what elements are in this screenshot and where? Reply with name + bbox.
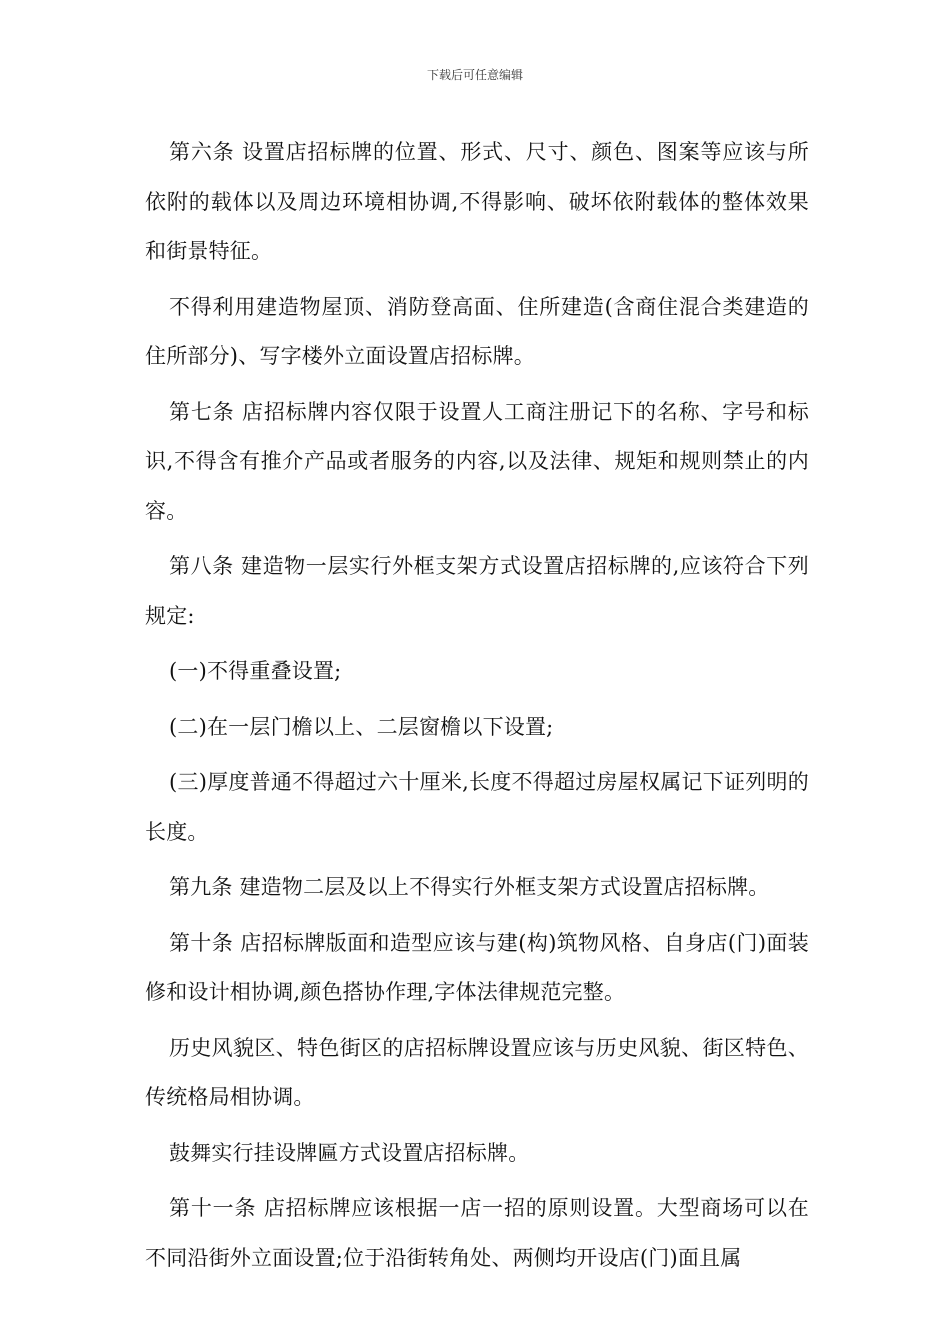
paragraph-article-6-restriction: 不得利用建造物屋顶、消防登高面、住所建造(含商住混合类建造的住所部分)、写字楼外立面设置店招标牌。 bbox=[145, 294, 809, 368]
paragraph-article-11: 第十一条 店招标牌应该根据一店一招的原则设置。大型商场可以在不同沿街外立面设置;位于沿街转角处、两侧均开设店(门)面且属 bbox=[145, 1196, 809, 1270]
page-header: 下载后可任意编辑 bbox=[426, 68, 523, 82]
paragraph-article-8-item-2: (二)在一层门檐以上、二层窗檐以下设置; bbox=[169, 714, 554, 739]
paragraph-article-8-item-3: (三)厚度普通不得超过六十厘米,长度不得超过房屋权属记下证列明的长度。 bbox=[145, 770, 809, 844]
paragraph-article-7: 第七条 店招标牌内容仅限于设置人工商注册记下的名称、字号和标识,不得含有推介产品或者服务的内容,以及法律、规矩和规则禁止的内容。 bbox=[145, 399, 809, 523]
paragraph-article-8: 第八条 建造物一层实行外框支架方式设置店招标牌的,应该符合下列规定: bbox=[145, 554, 809, 628]
document-body bbox=[145, 128, 809, 1289]
paragraph-article-10-plaque-method: 鼓舞实行挂设牌匾方式设置店招标牌。 bbox=[169, 1140, 530, 1165]
paragraph-article-9: 第九条 建造物二层及以上不得实行外框支架方式设置店招标牌。 bbox=[169, 875, 770, 899]
paragraph-article-10: 第十条 店招标牌版面和造型应该与建(构)筑物风格、自身店(门)面装修和设计相协调,颜色搭协作理,字体法律规范完整。 bbox=[145, 930, 809, 1004]
paragraph-article-8-item-1: (一)不得重叠设置; bbox=[169, 659, 342, 683]
paragraph-article-6: 第六条 设置店招标牌的位置、形式、尺寸、颜色、图案等应该与所依附的载体以及周边环境相协调,不得影响、破坏依附载体的整体效果和街景特征。 bbox=[145, 140, 809, 263]
paragraph-article-10-historic-areas: 历史风貌区、特色街区的店招标牌设置应该与历史风貌、街区特色、传统格局相协调。 bbox=[145, 1035, 809, 1109]
